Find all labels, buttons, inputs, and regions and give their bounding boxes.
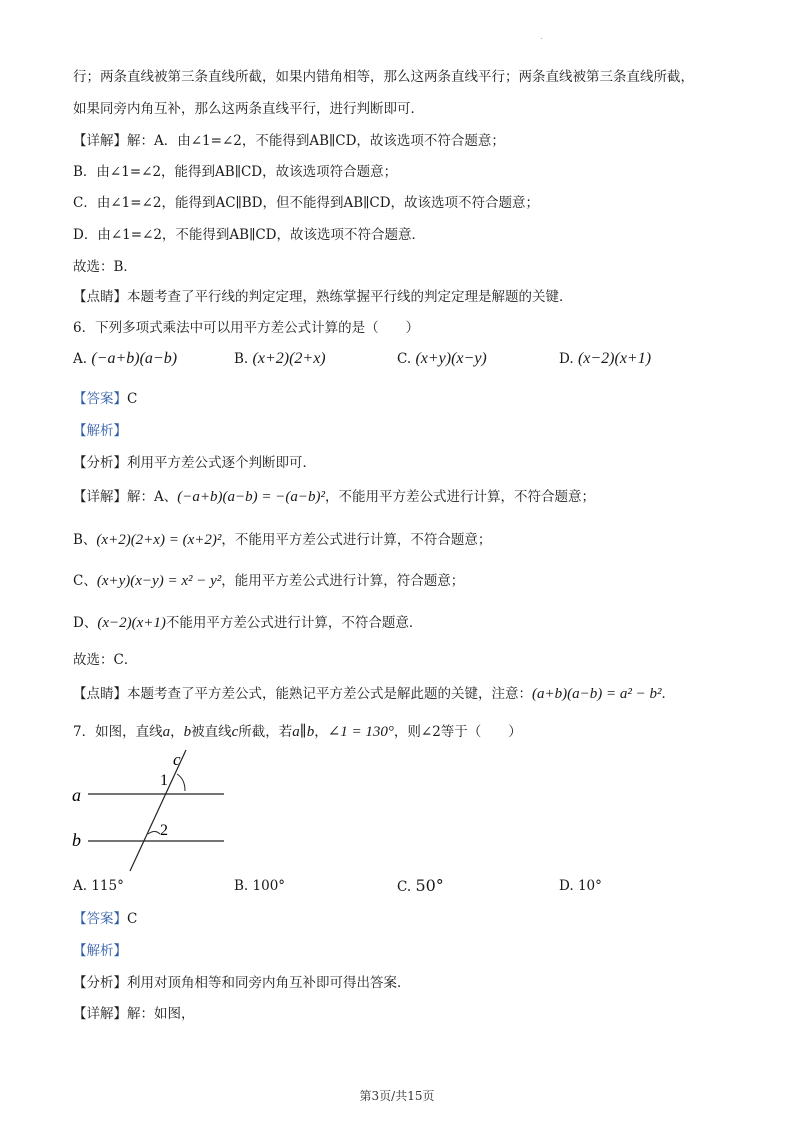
option-label: B. [234, 351, 249, 367]
stem-text: 所截，若 [238, 724, 293, 740]
stem-text: ， [170, 724, 184, 740]
q6-detail-d [73, 613, 422, 633]
option-label: C. [397, 879, 412, 895]
q7-option-a [73, 878, 124, 894]
q6-analysis-tag: 【解析】 [73, 423, 127, 439]
note-text: 本题考查了平行线的判定定理，熟练掌握平行线的判定定理是解题的关键． [127, 289, 573, 305]
detail-line [73, 131, 505, 151]
q6-option-a [73, 350, 177, 368]
option-expr: (x+y)(x−y) [415, 350, 487, 367]
q6-detail-a [73, 487, 595, 507]
q7-fenxi [73, 973, 411, 993]
note-line [73, 287, 573, 307]
math-expression: (x+y)(x−y) = x² − y² [96, 573, 222, 589]
text-line: B．由∠1=∠2，能得到AB∥CD，故该选项符合题意； [73, 164, 398, 180]
option-expr: (x+2)(2+x) [252, 350, 326, 367]
q6-option-d [559, 350, 651, 368]
option-expr: (−a+b)(a−b) [91, 350, 178, 367]
page-footer: 第3页/共15页 [359, 1089, 435, 1103]
angle-2-arc [148, 832, 160, 835]
detail-prefix: 解：A、 [127, 489, 178, 505]
label-a: a [72, 785, 81, 805]
detail-suffix: ，不能用平方差公式进行计算，不符合题意； [221, 532, 492, 548]
option-expr: (x−2)(x+1) [577, 350, 652, 367]
q6-detail-b [73, 530, 491, 550]
math-expression: (−a+b)(a−b) = −(a−b)² [177, 489, 325, 505]
option-label: D. [559, 351, 574, 367]
text-line: D．由∠1=∠2，不能得到AB∥CD，故该选项不符合题意． [73, 227, 425, 243]
label-c: c [173, 750, 181, 769]
text-line: C．由∠1=∠2，能得到AC∥BD，但不能得到AB∥CD，故该选项不符合题意； [73, 195, 540, 211]
option-value: 50° [415, 876, 444, 895]
math-expression: (a+b)(a−b) = a² − b² [532, 686, 662, 702]
q7-option-b [234, 878, 285, 894]
answer-tag: 【答案】 [73, 911, 127, 927]
option-label: C. [397, 351, 412, 367]
detail-suffix: ，能用平方差公式进行计算，符合题意； [221, 573, 465, 589]
question-6-stem: 6．下列多项式乘法中可以用平方差公式计算的是（ ） [73, 320, 420, 336]
stem-text: ， [314, 724, 328, 740]
stem-text: ，则∠2等于（ ） [393, 724, 522, 740]
q7-detail [73, 1004, 195, 1024]
q7-figure [60, 745, 240, 880]
math-var: a [162, 724, 171, 740]
detail-prefix: D、 [73, 615, 98, 631]
header-mark: . [540, 32, 543, 41]
fenxi-tag: 【分析】 [73, 975, 127, 991]
q7-option-d [559, 878, 602, 894]
detail-prefix: B、 [73, 532, 97, 548]
detail-tag: 【详解】 [73, 1006, 127, 1022]
note-tag: 【点睛】 [73, 686, 127, 702]
q7-answer [73, 909, 137, 929]
detail-tag: 【详解】 [73, 133, 127, 149]
math-expression: a∥b [292, 724, 315, 740]
fenxi-text: 利用平方差公式逐个判断即可． [127, 455, 316, 471]
option-label: B. [234, 878, 249, 894]
fenxi-text: 利用对顶角相等和同旁内角互补即可得出答案． [127, 975, 411, 991]
math-var: c [231, 724, 239, 740]
detail-text: 解：如图， [127, 1006, 195, 1022]
answer-value: C [127, 391, 138, 407]
stem-text: 被直线 [191, 724, 232, 740]
q6-detail-c [73, 571, 464, 591]
angle-1-label: 1 [160, 772, 168, 789]
question-7-stem [73, 722, 522, 742]
option-label: A. [73, 351, 88, 367]
note-end: ． [661, 686, 675, 702]
text-line: 行；两条直线被第三条直线所截，如果内错角相等，那么这两条直线平行；两条直线被第三条直线所截， [73, 69, 694, 85]
q6-fenxi [73, 453, 316, 473]
q7-analysis-tag: 【解析】 [73, 943, 127, 959]
q7-option-c [397, 876, 444, 895]
label-b: b [72, 830, 81, 850]
detail-suffix: 不能用平方差公式进行计算，不符合题意． [165, 615, 423, 631]
math-expression: ∠1 = 130° [327, 724, 394, 740]
math-var: b [183, 724, 192, 740]
q6-answer [73, 389, 137, 409]
option-label: D. [559, 878, 574, 894]
text-line: 如果同旁内角互补，那么这两条直线平行，进行判断即可． [73, 101, 424, 117]
math-expression: (x−2)(x+1) [97, 615, 166, 631]
option-value: 115° [91, 878, 124, 894]
detail-text: 解：A．由∠1=∠2，不能得到AB∥CD，故该选项不符合题意； [127, 133, 505, 149]
q6-option-b [234, 350, 326, 368]
note-tag: 【点睛】 [73, 289, 127, 305]
option-value: 10° [577, 878, 602, 894]
q6-note [73, 684, 675, 704]
option-label: A. [73, 878, 88, 894]
math-expression: (x+2)(2+x) = (x+2)² [96, 532, 222, 548]
q6-option-c [397, 350, 487, 368]
stem-text: 7．如图，直线 [73, 724, 163, 740]
answer-value: C [127, 911, 138, 927]
option-value: 100° [252, 878, 286, 894]
detail-suffix: ，不能用平方差公式进行计算，不符合题意； [324, 489, 595, 505]
answer-tag: 【答案】 [73, 391, 127, 407]
fenxi-tag: 【分析】 [73, 455, 127, 471]
angle-1-arc [177, 774, 185, 791]
q6-choose: 故选：C． [73, 652, 138, 668]
detail-tag: 【详解】 [73, 489, 127, 505]
choose-line: 故选：B． [73, 259, 137, 275]
detail-prefix: C、 [73, 573, 97, 589]
note-text: 本题考查了平方差公式，能熟记平方差公式是解此题的关键，注意： [127, 686, 532, 702]
angle-2-label: 2 [160, 822, 168, 839]
